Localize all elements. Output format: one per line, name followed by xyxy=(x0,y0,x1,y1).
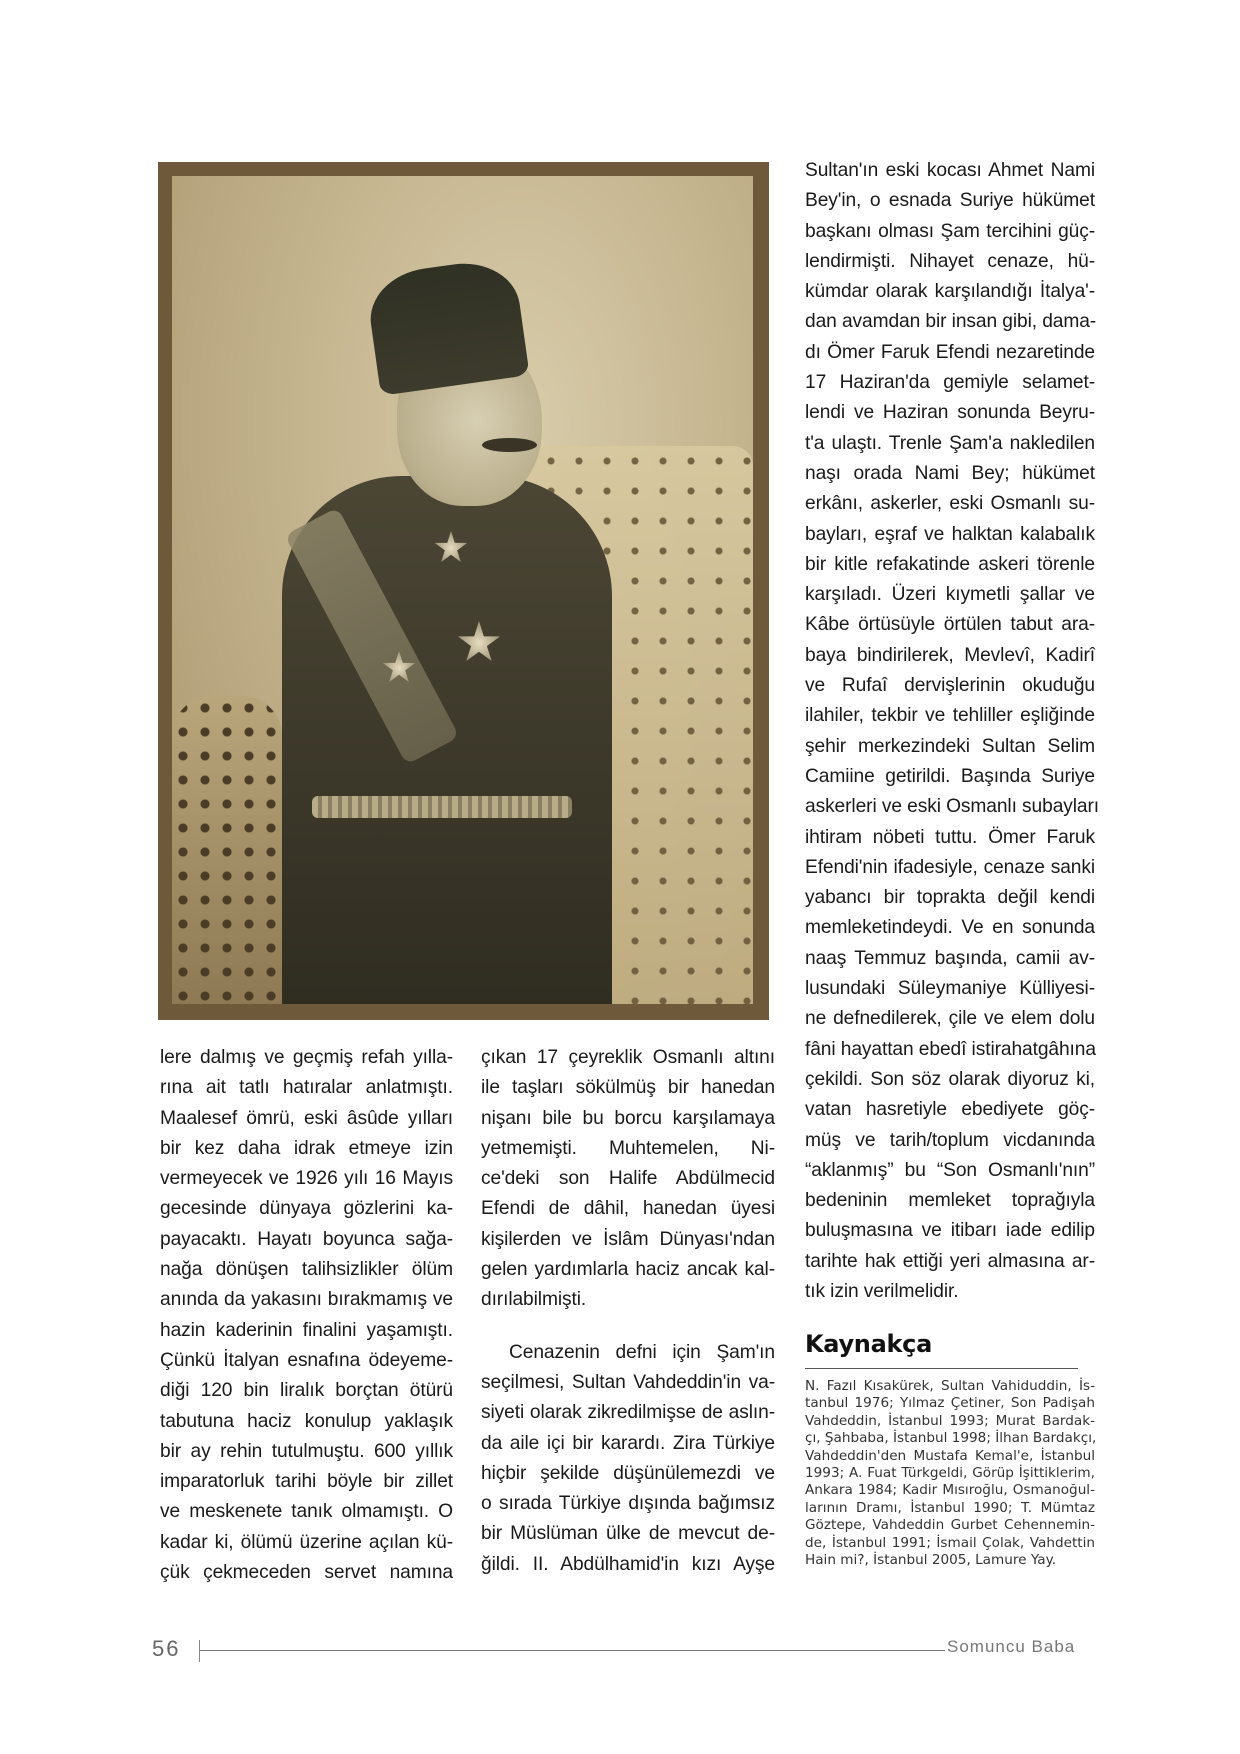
text-line: müş ve tarih/toplum vicdanında xyxy=(805,1129,1095,1151)
text-line: kişilerden ve İslâm Dünyası'ndan xyxy=(481,1228,775,1250)
text-line: çekildi. Son söz olarak diyoruz ki, xyxy=(805,1068,1095,1090)
reference-line: 1993; A. Fuat Türkgeldi, Görüp İşittiklerim, xyxy=(805,1465,1095,1482)
text-line: Efendi de dâhil, hanedan üyesi xyxy=(481,1198,775,1220)
reference-line: Göztepe, Vahdeddin Gurbet Cehennemin- xyxy=(805,1517,1095,1534)
text-line: nağa dönüşen talihsizlikler ölüm xyxy=(160,1259,453,1281)
references-divider xyxy=(805,1368,1078,1369)
text-line: askerleri ve eski Osmanlı subayları xyxy=(805,796,1100,818)
text-line: çıkan 17 çeyreklik Osmanlı altını xyxy=(481,1047,775,1068)
text-line: da aile içi bir karardı. Zira Türkiye xyxy=(481,1432,775,1454)
text-line: tık izin verilmelidir. xyxy=(805,1280,959,1302)
text-line: ne defnedilerek, çile ve elem dolu xyxy=(805,1008,1095,1030)
text-line: 17 Haziran'da gemiyle selamet- xyxy=(805,372,1095,394)
text-line: lere dalmış ve geçmiş refah yılla- xyxy=(160,1047,453,1068)
text-line: diği 120 bin liralık borçtan ötürü xyxy=(160,1380,453,1402)
text-line: rına ait tatlı hatıralar anlatmıştı. xyxy=(160,1077,453,1099)
text-line: lusundaki Süleymaniye Külliyesi- xyxy=(805,978,1095,1000)
text-line: vermeyecek ve 1926 yılı 16 Mayıs xyxy=(160,1168,453,1190)
text-line: “aklanmış” bu “Son Osmanlı'nın” xyxy=(805,1159,1095,1181)
text-line: şehir merkezindeki Sultan Selim xyxy=(805,735,1095,757)
text-line: dırılabilmişti. xyxy=(481,1289,587,1311)
reference-line: de, İstanbul 1991; İsmail Çolak, Vahdettin xyxy=(805,1534,1095,1551)
portrait-photo xyxy=(158,162,769,1020)
text-line: karşıladı. Üzeri kıymetli şallar ve xyxy=(805,584,1095,606)
reference-line: tanbul 1976; Yılmaz Çetiner, Son Padişah xyxy=(805,1395,1095,1412)
reference-line: çı, Şahbaba, İstanbul 1998; İlhan Bardakçı, xyxy=(805,1430,1097,1447)
portrait-image xyxy=(172,176,753,1004)
text-line: siyeti olarak zikredilmişse de aslın- xyxy=(481,1402,775,1424)
references-list xyxy=(805,1378,1095,1569)
text-line: bedeninin memleket toprağıyla xyxy=(805,1190,1095,1212)
text-line: ce'deki son Halife Abdülmecid xyxy=(481,1168,775,1190)
text-line: Cenazenin defni için Şam'ın xyxy=(509,1341,775,1363)
text-line: bir kez daha idrak etmeye izin xyxy=(160,1137,453,1159)
article-column-right xyxy=(805,156,1100,1307)
text-line: gelen yardımlarla haciz ancak kal- xyxy=(481,1259,775,1281)
text-line: nişanı bile bu borcu karşılamaya xyxy=(481,1107,775,1129)
text-line: Camiine getirildi. Başında Suriye xyxy=(805,765,1095,787)
footer-tick xyxy=(199,1640,200,1662)
reference-line: Hain mi?, İstanbul 2005, Lamure Yay. xyxy=(805,1552,1057,1569)
text-line: Efendi'nin ifadesiyle, cenaze sanki xyxy=(805,856,1095,878)
text-line: kümdar olarak karşılandığı İtalya'- xyxy=(805,281,1095,303)
text-line: tarihte hak ettiği yeri almasına ar- xyxy=(805,1250,1095,1272)
reference-line: N. Fazıl Kısakürek, Sultan Vahiduddin, İs- xyxy=(805,1378,1095,1394)
text-line: yabancı bir toprakta değil kendi xyxy=(805,887,1095,909)
text-line: ve Rufaî dervişlerinin okuduğu xyxy=(805,675,1095,697)
paragraph-gap xyxy=(481,1316,775,1338)
text-line: ilahiler, tekbir ve tehliller eşliğinde xyxy=(805,705,1095,727)
text-line: Sultan'ın eski kocası Ahmet Nami xyxy=(805,160,1095,181)
text-line: hiçbir şekilde düşünülemezdi ve xyxy=(481,1462,775,1484)
text-line: ile taşları sökülmüş bir hanedan xyxy=(481,1077,775,1099)
text-line: o sırada Türkiye dışında bağımsız xyxy=(481,1493,775,1515)
text-line: imparatorluk tarihi böyle bir zillet xyxy=(160,1471,453,1493)
text-line: naaş Temmuz başında, camii av- xyxy=(805,947,1095,969)
reference-line: Ankara 1984; Kadir Mısıroğlu, Osmanoğul- xyxy=(805,1482,1095,1499)
text-line: bir kitle refakatinde askeri törenle xyxy=(805,553,1095,575)
text-line: dan avamdan bir insan gibi, dama- xyxy=(805,311,1097,333)
text-line: Bey'in, o esnada Suriye hükümet xyxy=(805,190,1095,212)
text-line: Çünkü İtalyan esnafına ödeyeme- xyxy=(160,1349,453,1371)
text-line: fâni hayattan ebedî istirahatgâhına xyxy=(805,1038,1096,1060)
text-line: dı Ömer Faruk Efendi nezaretinde xyxy=(805,341,1095,363)
figure-moustache xyxy=(482,438,537,452)
text-line: payacaktı. Hayatı boyunca sağa- xyxy=(160,1228,453,1250)
chair-arm xyxy=(172,696,282,1004)
text-line: Kâbe örtüsüyle örtülen tabut ara- xyxy=(805,614,1095,636)
references-heading: Kaynakça xyxy=(805,1330,932,1358)
text-line: memleketindeydi. Ve en sonunda xyxy=(805,917,1095,939)
text-line: hazin kaderinin finalini yaşamıştı. xyxy=(160,1319,453,1341)
text-line: lendirmişti. Nihayet cenaze, hü- xyxy=(805,250,1095,272)
reference-line: larının Dramı, İstanbul 1990; T. Mümtaz xyxy=(805,1499,1095,1516)
text-line: çük çekmeceden servet namına xyxy=(160,1562,453,1584)
text-line: başkanı olması Şam tercihini güç- xyxy=(805,220,1095,242)
footer-rule xyxy=(200,1650,945,1651)
text-line: erkânı, askerler, eski Osmanlı su- xyxy=(805,493,1095,515)
text-line: ve meskenete tanık olmamıştı. O xyxy=(160,1501,453,1523)
article-column-middle xyxy=(481,1043,775,1580)
text-line: gecesinde dünyaya gözlerini ka- xyxy=(160,1198,453,1220)
text-line: yetmemişti. Muhtemelen, Ni- xyxy=(481,1137,775,1159)
magazine-name: Somuncu Baba xyxy=(947,1637,1076,1656)
text-line: bayları, eşraf ve halktan kalabalık xyxy=(805,523,1095,545)
text-line: seçilmesi, Sultan Vahdeddin'in va- xyxy=(481,1371,775,1393)
text-line: ğildi. II. Abdülhamid'in kızı Ayşe xyxy=(481,1553,775,1575)
text-line: bir Müslüman ülke de mevcut de- xyxy=(481,1523,775,1545)
text-line: ihtiram nöbeti tuttu. Ömer Faruk xyxy=(805,826,1095,848)
text-line: baya bindirilerek, Mevlevî, Kadirî xyxy=(805,644,1095,666)
text-line: t'a ulaştı. Trenle Şam'a nakledilen xyxy=(805,432,1095,454)
text-line: anında da yakasını bırakmamış ve xyxy=(160,1289,453,1311)
page-number: 56 xyxy=(152,1636,181,1661)
text-line: bir ay rehin tutulmuştu. 600 yıllık xyxy=(160,1440,453,1462)
text-line: naşı orada Nami Bey; hükümet xyxy=(805,462,1095,484)
text-line: Maalesef ömrü, eski âsûde yılları xyxy=(160,1107,453,1129)
text-line: vatan hasretiyle ebediyete göç- xyxy=(805,1099,1095,1121)
reference-line: Vahdeddin'den Mustafa Kemal'e, İstanbul xyxy=(805,1447,1095,1464)
article-column-left xyxy=(160,1043,453,1588)
figure-belt xyxy=(312,796,572,818)
text-line: tabutuna haciz konulup yaklaşık xyxy=(160,1410,453,1432)
reference-line: Vahdeddin, İstanbul 1993; Murat Bardak- xyxy=(805,1412,1095,1429)
text-line: kadar ki, ölümü üzerine açılan kü- xyxy=(160,1531,453,1553)
fez-icon xyxy=(364,256,529,396)
text-line: lendi ve Haziran sonunda Beyru- xyxy=(805,402,1095,424)
text-line: buluşmasına ve itibarı iade edilip xyxy=(805,1220,1095,1242)
